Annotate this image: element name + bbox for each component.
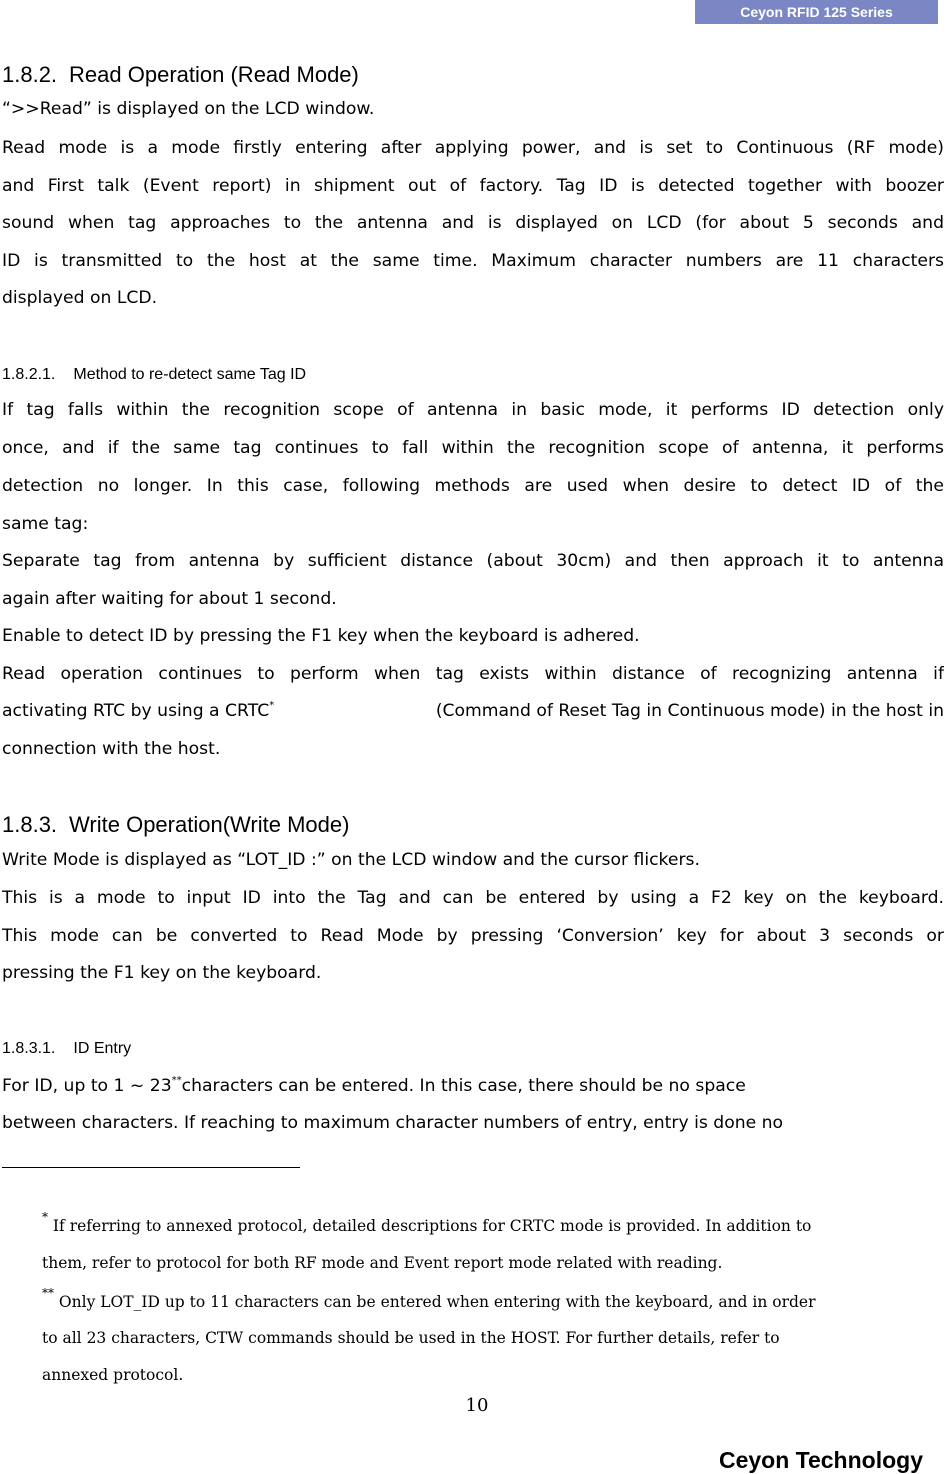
paragraph-line: This is a mode to input ID into the Tag and can be entered by using a F2 key on the keyboard. (2, 888, 944, 908)
series-badge: Ceyon RFID 125 Series (695, 0, 938, 24)
paragraph-line: and First talk (Event report) in shipment out of factory. Tag ID is detected together with boozer (2, 176, 944, 196)
footnote-2-line: annexed protocol. (42, 1366, 184, 1384)
footnote-1-line: * If referring to annexed protocol, detailed descriptions for CRTC mode is provided. In addition to (42, 1210, 812, 1235)
rtc-text-end: (Command of Reset Tag in Continuous mode) in the host in (435, 701, 944, 721)
paragraph-line: once, and if the same tag continues to fall within the recognition scope of antenna, it performs (2, 438, 944, 458)
page-number: 10 (465, 1395, 489, 1416)
paragraph-line: same tag: (2, 514, 89, 534)
footnote-mark-1: * (42, 1210, 48, 1224)
section-number: 1.8.2. (2, 62, 58, 87)
paragraph-line: “>>Read” is displayed on the LCD window. (2, 99, 375, 119)
section-heading-read (2, 62, 359, 88)
paragraph-line: again after waiting for about 1 second. (2, 589, 337, 609)
footnote-ref-2: ** (171, 1075, 182, 1086)
footnote-2-line: to all 23 characters, CTW commands should be used in the HOST. For further details, refer to (42, 1329, 780, 1347)
paragraph-line-rtc (2, 701, 944, 721)
footnote-mark-2: ** (42, 1286, 54, 1300)
paragraph-line: This mode can be converted to Read Mode by pressing ‘Conversion’ key for about 3 seconds or (2, 926, 944, 946)
subsection-number: 1.8.3.1. (2, 1040, 56, 1057)
section-title: Read Operation (Read Mode) (69, 62, 359, 87)
subsection-title: ID Entry (73, 1040, 132, 1057)
section-heading-write (2, 812, 349, 838)
paragraph-line: If tag falls within the recognition scope of antenna in basic mode, it performs ID detection only (2, 400, 944, 420)
paragraph-line: between characters. If reaching to maximum character numbers of entry, entry is done no (2, 1113, 784, 1133)
paragraph-line: detection no longer. In this case, following methods are used when desire to detect ID of the (2, 476, 944, 496)
subsection-number: 1.8.2.1. (2, 366, 56, 383)
paragraph-line: displayed on LCD. (2, 288, 158, 308)
subsection-heading-id-entry (2, 1040, 131, 1058)
paragraph-line: Read mode is a mode firstly entering after applying power, and is set to Continuous (RF mode) (2, 138, 944, 158)
paragraph-line: connection with the host. (2, 739, 221, 759)
section-number: 1.8.3. (2, 812, 58, 837)
footer-company: Ceyon Technology (718, 1447, 923, 1473)
rtc-text-start: activating RTC by using a CRTC* (2, 700, 275, 721)
paragraph-line: Write Mode is displayed as “LOT_ID :” on the LCD window and the cursor flickers. (2, 850, 700, 870)
paragraph-line: sound when tag approaches to the antenna and is displayed on LCD (for about 5 seconds and (2, 213, 944, 233)
subsection-heading-redetect (2, 366, 306, 384)
paragraph-line: Enable to detect ID by pressing the F1 key when the keyboard is adhered. (2, 626, 640, 646)
footnote-2-line: ** Only LOT_ID up to 11 characters can be entered when entering with the keyboard, and in order (42, 1286, 816, 1311)
paragraph-line: pressing the F1 key on the keyboard. (2, 963, 322, 983)
paragraph-line: ID is transmitted to the host at the same time. Maximum character numbers are 11 characters (2, 251, 944, 271)
paragraph-line: Read operation continues to perform when tag exists within distance of recognizing antenna if (2, 664, 944, 684)
footnote-separator (2, 1167, 300, 1168)
footnote-1-line: them, refer to protocol for both RF mode and Event report mode related with reading. (42, 1254, 723, 1272)
paragraph-line: Separate tag from antenna by sufficient distance (about 30cm) and then approach it to antenna (2, 551, 944, 571)
paragraph-line-id: For ID, up to 1 ~ 23**characters can be entered. In this case, there should be no space (2, 1075, 746, 1096)
section-title: Write Operation(Write Mode) (69, 812, 350, 837)
subsection-title: Method to re-detect same Tag ID (73, 366, 307, 383)
footnote-ref-1: * (269, 700, 275, 711)
